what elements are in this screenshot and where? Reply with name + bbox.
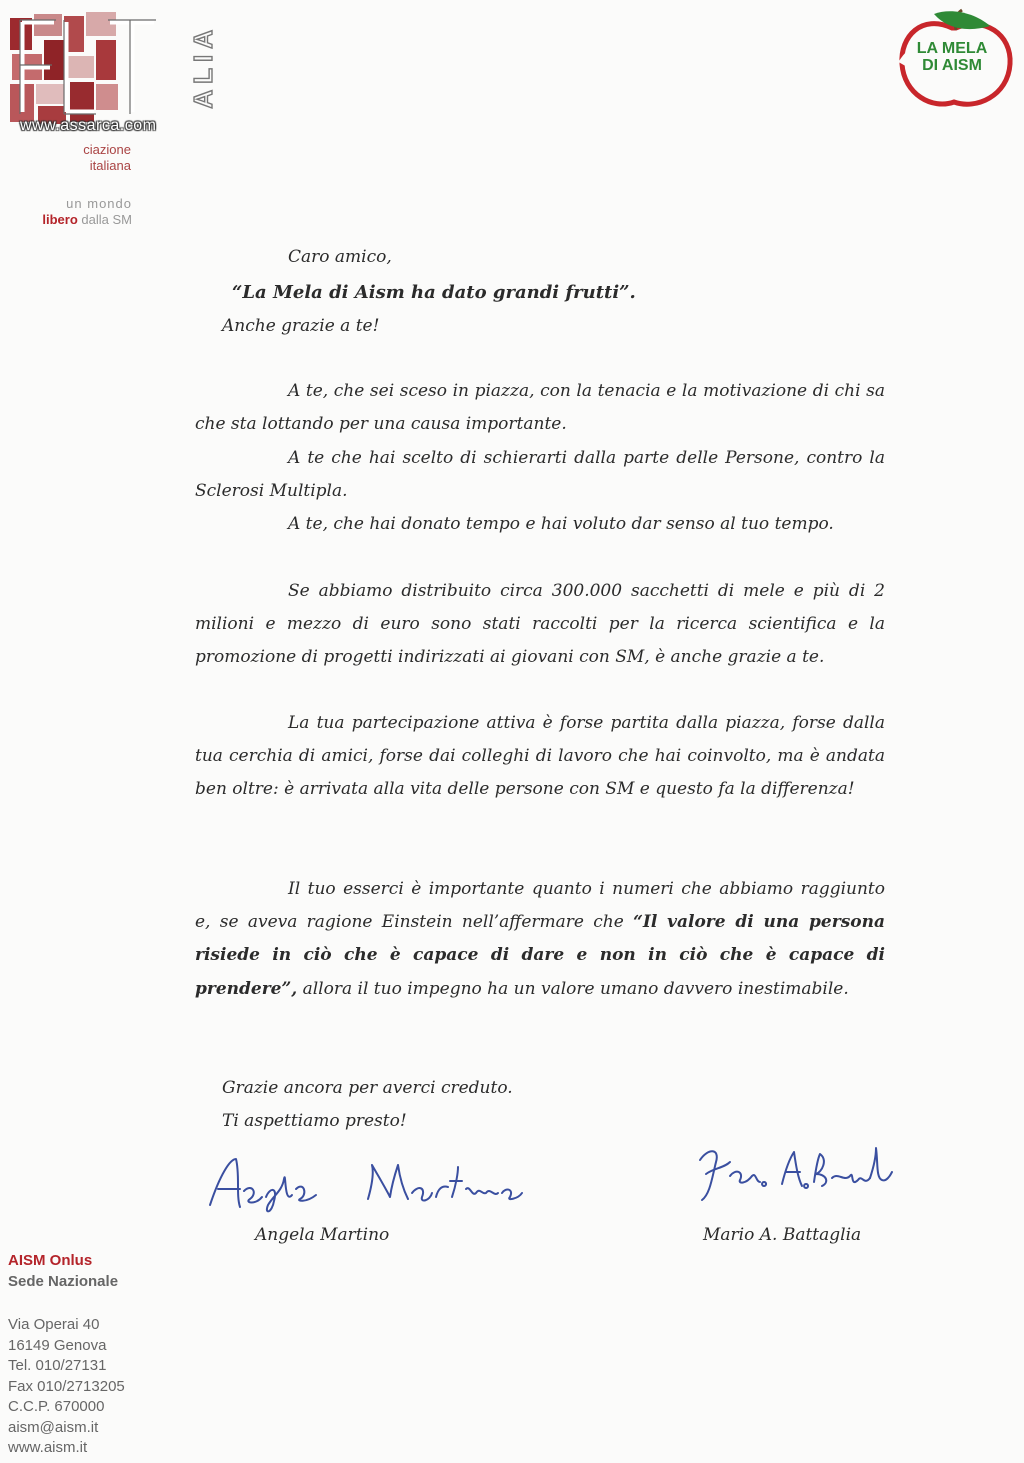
association-line-1: ciazione <box>83 142 131 157</box>
tagline-line-1: un mondo <box>66 196 132 211</box>
signer-name-left: Angela Martino <box>255 1225 390 1245</box>
tagline-line-2 <box>8 212 132 227</box>
einstein-quote: “Il valore di una persona risiede in ciò che è capace di dare e non in ciò che è capace di prendere”, <box>195 912 885 999</box>
signer-name-right: Mario A. Battaglia <box>703 1225 862 1245</box>
paragraph-6-end: allora il tuo impegno ha un valore umano davvero inestimabile. <box>297 978 849 999</box>
signature-angela-martino <box>200 1145 540 1225</box>
tagline-bold: libero <box>42 212 78 227</box>
paragraph-4: Se abbiamo distribuito circa 300.000 sacchetti di mele e più di 2 milioni e mezzo di euro sono stati raccolti per la ricerca scientifica e la promozione di progetti indirizzati ai giovani con SM, è anche grazie a te. <box>195 581 885 668</box>
logo-lettering-line-1: LA MELA <box>916 40 988 57</box>
address-email: aism@aism.it <box>8 1418 99 1436</box>
address-website: www.aism.it <box>8 1439 88 1456</box>
address-fax: Fax 010/2713205 <box>8 1377 125 1395</box>
association-line-2: italiana <box>89 158 131 173</box>
salutation: Caro amico, <box>288 247 392 267</box>
watermark-side-text: ALIA <box>188 24 218 109</box>
paragraph-1: A te, che sei sceso in piazza, con la tenacia e la motivazione di chi sa che sta lottando per una causa importante. <box>195 381 885 435</box>
la-mela-di-aism-logo <box>892 6 1022 116</box>
logo-outline-letters <box>14 12 204 130</box>
address-street: Via Operai 40 <box>8 1316 100 1333</box>
address-phone: Tel. 010/27131 <box>8 1357 107 1374</box>
headline: “La Mela di Aism ha dato grandi frutti”. <box>232 282 636 303</box>
org-name: AISM Onlus <box>8 1252 93 1269</box>
closing-line-2: Ti aspettiamo presto! <box>222 1111 407 1131</box>
address-ccp: C.C.P. 670000 <box>8 1398 105 1415</box>
paragraph-3: A te, che hai donato tempo e hai voluto dar senso al tuo tempo. <box>288 514 834 534</box>
logo-lettering-line-2: DI AISM <box>922 57 982 74</box>
tagline-rest: dalla SM <box>77 212 132 227</box>
watermark-url: www.assarca.com <box>20 117 157 134</box>
paragraph-5: La tua partecipazione attiva è forse partita dalla piazza, forse dalla tua cerchia di amici, forse dai colleghi di lavoro che hai coinvolto, ma è andata ben oltre: è arrivata alla vita delle persone con SM e questo fa la differenza! <box>195 713 885 800</box>
signature-mario-battaglia <box>690 1138 900 1208</box>
paragraph-6-start: Il tuo esserci è importante quanto i numeri che abbiamo raggiunto e, se aveva ragione Einstein nell’affermare che <box>195 879 885 933</box>
closing-line-1: Grazie ancora per averci creduto. <box>222 1078 513 1098</box>
paragraph-2: A te che hai scelto di schierarti dalla parte delle Persone, contro la Sclerosi Multipla. <box>195 448 885 502</box>
paragraph-6 <box>195 873 885 1006</box>
org-subtitle: Sede Nazionale <box>8 1273 119 1290</box>
address-block <box>8 1315 125 1459</box>
thanks-line: Anche grazie a te! <box>222 316 380 336</box>
aism-logo <box>8 10 218 227</box>
address-city: 16149 Genova <box>8 1336 107 1354</box>
logo-lettering <box>905 40 999 74</box>
